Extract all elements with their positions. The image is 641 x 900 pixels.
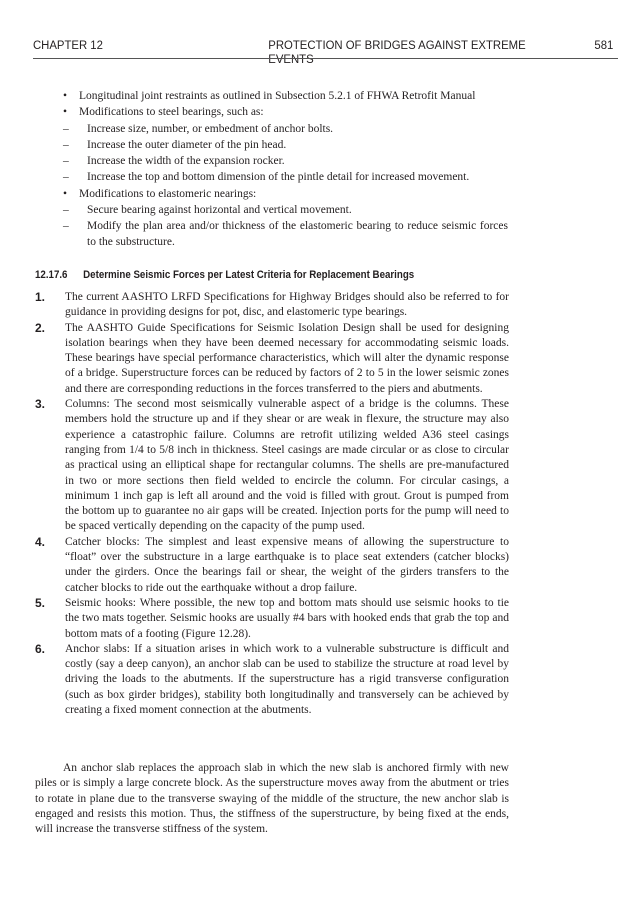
item-number: 4. xyxy=(35,534,46,549)
dash-marker: – xyxy=(63,122,69,135)
item-text: Catcher blocks: The simplest and least expensive means of allowing the superstructure to “float” over the substructure in a large earthquake is to place seat extenders (catcher blocks) under the girders. Once the bearings fail or shear, the weight of the girders transfers to the catcher blocks to ride out the earthquake without a drop failure. xyxy=(65,535,509,594)
section-number: 12.17.6 xyxy=(35,269,68,281)
sub-bullet-text: Modify the plan area and/or thickness of the elastomeric bearing to reduce seismic forces to the substructure. xyxy=(87,220,508,248)
bullet-item xyxy=(63,187,508,202)
section-title: Determine Seismic Forces per Latest Criteria for Replacement Bearings xyxy=(83,269,415,281)
dash-marker: – xyxy=(63,204,69,217)
sub-bullet-text: Secure bearing against horizontal and vertical movement. xyxy=(87,204,352,217)
dash-marker: – xyxy=(63,155,69,168)
sub-bullet-item xyxy=(63,219,508,250)
running-title: PROTECTION OF BRIDGES AGAINST EXTREME EVENTS xyxy=(268,38,526,66)
bullet-item xyxy=(63,105,508,120)
sub-bullet-item xyxy=(63,170,508,185)
dash-marker: – xyxy=(63,220,69,233)
chapter-label: CHAPTER 12 xyxy=(33,38,103,52)
sub-bullet-item xyxy=(63,138,508,153)
item-text: Seismic hooks: Where possible, the new top and bottom mats should use seismic hooks to tie the two mats together. Seismic hooks are usually #4 bars with hooked ends that grab the top and bottom mats of a footing (Figure 12.28). xyxy=(65,596,509,640)
section-heading xyxy=(35,269,414,281)
bullet-text: Longitudinal joint restraints as outlined in Subsection 5.2.1 of FHWA Retrofit Manual xyxy=(79,90,476,102)
running-header xyxy=(33,38,614,66)
item-number: 3. xyxy=(35,397,46,412)
numbered-item xyxy=(35,642,509,718)
numbered-item xyxy=(35,535,509,596)
item-number: 2. xyxy=(35,320,46,335)
sub-bullet-text: Increase size, number, or embedment of anchor bolts. xyxy=(87,122,334,135)
bullet-item xyxy=(63,89,508,104)
item-text: Anchor slabs: If a situation arises in which work to a vulnerable substructure is difficult and costly (say a deep canyon), an anchor slab can be used to stabilize the structure at road level by driving the loads to the abutments. If the superstructure has a rigid transverse configuration (such as box girder bridges), stability both longitudinally and transversely can be achieved by creating a fixed moment connection at the abutments. xyxy=(65,642,509,717)
bullet-text: Modifications to elastomeric nearings: xyxy=(79,187,257,200)
item-text: The AASHTO Guide Specifications for Seismic Isolation Design shall be used for designing isolation bearings when they have been deemed necessary for accommodating seismic loads. These bearings have special performance characteristics, which will alter the dynamic response of a bridge. Superstructure forces can be reduced by factors of 2 to 5 in the lower seismic zones and there are corresponding reductions in the forces transferred to the piers and abutments. xyxy=(65,321,509,395)
item-text: The current AASHTO LRFD Specifications for Highway Bridges should also be referred to for guidance in providing designs for pot, disc, and elastomeric type bearings. xyxy=(65,291,509,319)
sub-bullet-text: Increase the outer diameter of the pin head. xyxy=(87,138,287,151)
dash-marker: – xyxy=(63,171,69,184)
item-text: Columns: The second most seismically vulnerable aspect of a bridge is the columns. These members hold the structure up and if they shear or are weak in flexure, the structure may also experience a catastrophic failure. Columns are retrofit utilizing welded A36 steel casings ranging from 1/4 to 5/8 inch in thickness. Steel casings are made circular or as close to circular as practical using an elliptical shape for rectangular columns. The shells are pre-manufactured in two or more sections then field welded to encircle the column. For circular casings, a minimum 1 inch gap is left all around and the void is filled with grout. Grout is pumped from the bottom up to guarantee no air gaps will be created. Injection ports for the pump will need to be spaced vertically depending on the capacity of the pump used. xyxy=(65,398,509,533)
page-number: 581 xyxy=(594,38,614,52)
bullet-marker: • xyxy=(63,106,68,119)
header-rule xyxy=(33,58,618,59)
sub-bullet-item xyxy=(63,122,508,137)
numbered-item xyxy=(35,290,509,321)
numbered-item xyxy=(35,321,509,397)
numbered-item xyxy=(35,397,509,535)
sub-bullet-text: Increase the width of the expansion rocker. xyxy=(87,155,285,168)
bullet-marker: • xyxy=(63,187,68,200)
sub-bullet-item xyxy=(63,203,508,218)
sub-bullet-text: Increase the top and bottom dimension of the pintle detail for increased movement. xyxy=(87,171,470,184)
sub-bullet-item xyxy=(63,154,508,169)
bullet-list xyxy=(63,89,508,251)
item-number: 5. xyxy=(35,595,46,610)
bullet-text: Modifications to steel bearings, such as: xyxy=(79,106,264,119)
numbered-list xyxy=(35,290,509,718)
bullet-marker: • xyxy=(63,90,68,102)
numbered-item xyxy=(35,596,509,642)
item-number: 1. xyxy=(35,290,46,304)
closing-paragraph: An anchor slab replaces the approach slab in which the new slab is anchored firmly with new piles or is simply a large concrete block. As the superstructure moves away from the abutment or tries to rotate in plane due to the transverse swaying of the middle of the structure, the new anchor slab is engaged and resists this motion. Thus, the stiffness of the superstructure, by being fixed at the ends, will increase the transverse stiffness of the system. xyxy=(35,762,509,836)
dash-marker: – xyxy=(63,138,69,151)
item-number: 6. xyxy=(35,641,46,656)
